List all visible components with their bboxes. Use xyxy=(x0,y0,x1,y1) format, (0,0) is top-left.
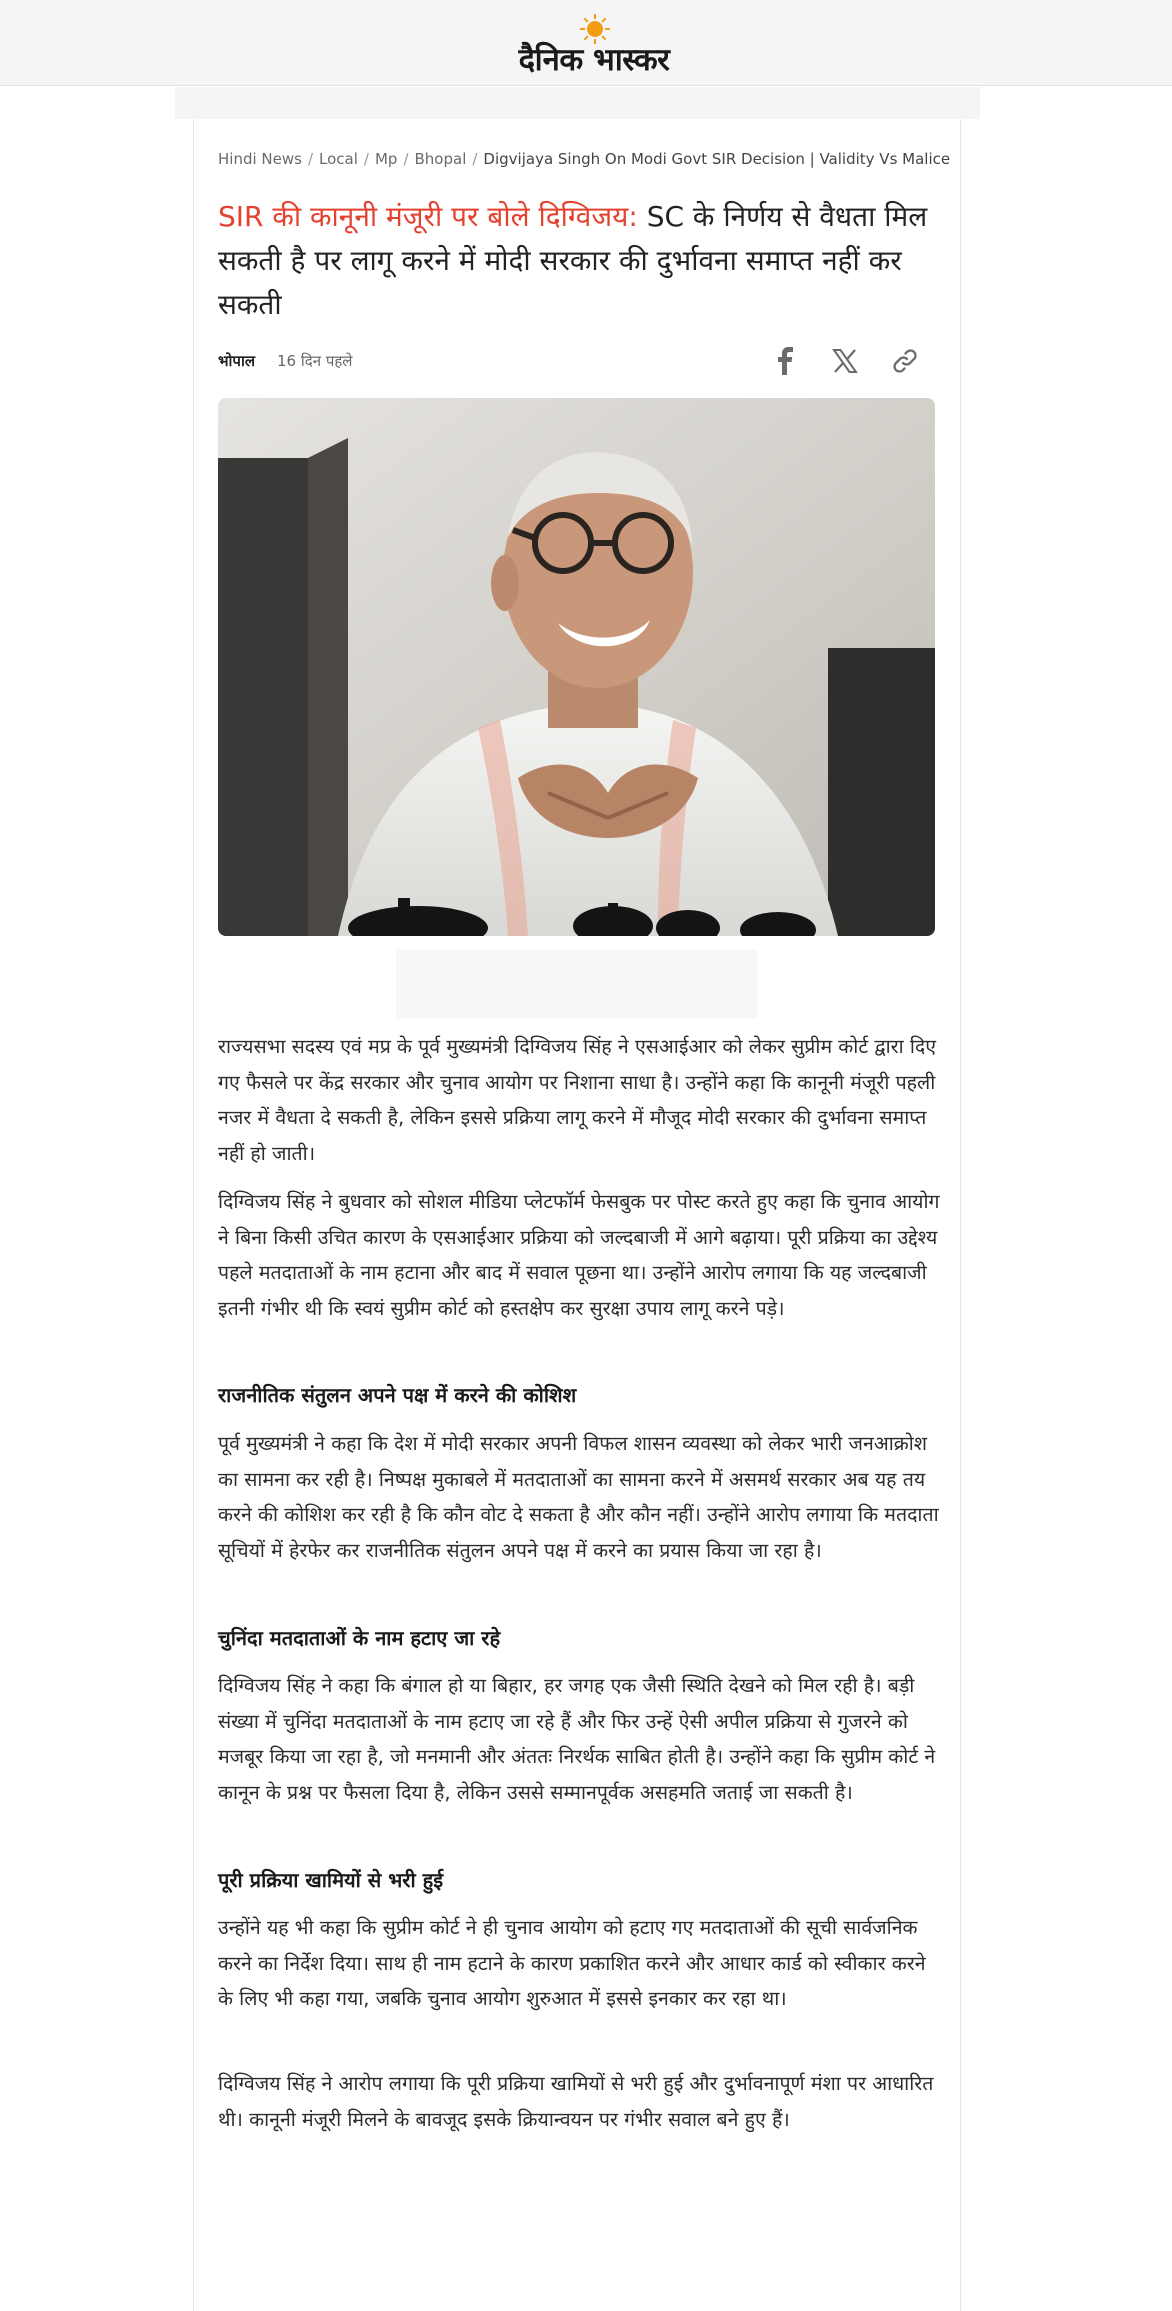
article-paragraph: दिग्विजय सिंह ने आरोप लगाया कि पूरी प्रक्रिया खामियों से भरी हुई और दुर्भावनापूर्ण मंशा पर आधारित थी। कानूनी मंजूरी मिलने के बावजूद इसके क्रियान्वयन पर गंभीर सवाल बने हुए हैं। xyxy=(218,2072,934,2131)
sun-logo-icon xyxy=(580,14,610,44)
breadcrumb xyxy=(218,148,951,170)
breadcrumb-separator: / xyxy=(307,150,314,168)
logo-wordmark: दैनिक भास्कर xyxy=(518,42,670,78)
article-paragraph: उन्होंने यह भी कहा कि सुप्रीम कोर्ट ने ही चुनाव आयोग को हटाए गए मतदाताओं की सूची सार्वजनिक करने का निर्देश दिया। साथ ही नाम हटाने के कारण प्रकाशित करने और आधार कार्ड को स्वीकार करने के लिए भी कहा गया, जबकि चुनाव आयोग शुरुआत में इससे इनकार कर रहा था। xyxy=(218,1916,926,2011)
breadcrumb-link-local[interactable]: Local xyxy=(319,150,358,168)
breadcrumb-link-hindi-news[interactable]: Hindi News xyxy=(218,150,302,168)
article-paragraph: राज्यसभा सदस्य एवं मप्र के पूर्व मुख्यमंत्री दिग्विजय सिंह ने एसआईआर को लेकर सुप्रीम कोर्ट द्वारा दिए गए फैसले पर केंद्र सरकार और चुनाव आयोग पर निशाना साधा है। उन्होंने कहा कि कानूनी मंजूरी पहली नजर में वैधता दे सकती है, लेकिन इससे प्रक्रिया लागू करने में मौजूद मोदी सरकार की दुर्भावना समाप्त नहीं हो जाती। xyxy=(218,1035,937,1165)
article-meta xyxy=(218,350,352,372)
ad-placeholder-inline xyxy=(396,950,757,1018)
article-paragraph: दिग्विजय सिंह ने बुधवार को सोशल मीडिया प्लेटफॉर्म फेसबुक पर पोस्ट करते हुए कहा कि चुनाव आयोग ने बिना किसी उचित कारण के एसआईआर प्रक्रिया को जल्दबाजी में आगे बढ़ाया। पूरी प्रक्रिया का उद्देश्य पहले मतदाताओं के नाम हटाना और बाद में सवाल पूछना था। उन्होंने आरोप लगाया कि यह जल्दबाजी इतनी गंभीर थी कि स्वयं सुप्रीम कोर्ट को हस्तक्षेप कर सुरक्षा उपाय लागू करने पड़े। xyxy=(218,1190,940,1320)
site-logo[interactable] xyxy=(506,14,682,78)
photo-illustration xyxy=(218,398,935,936)
article-headline xyxy=(218,195,948,327)
article-paragraph: पूर्व मुख्यमंत्री ने कहा कि देश में मोदी सरकार अपनी विफल शासन व्यवस्था को लेकर भारी जनआक्रोश का सामना कर रही है। निष्पक्ष मुकाबले में मतदाताओं का सामना करने में असमर्थ सरकार अब यह तय करने की कोशिश कर रही है कि कौन वोट दे सकता है और कौन नहीं। उन्होंने आरोप लगाया कि मतदाता सूचियों में हेरफेर कर राजनीतिक संतुलन अपने पक्ष में करने का प्रयास किया जा रहा है। xyxy=(218,1432,939,1562)
facebook-icon xyxy=(777,347,795,375)
breadcrumb-separator: / xyxy=(472,150,478,168)
section-heading: पूरी प्रक्रिया खामियों से भरी हुई xyxy=(218,1868,444,1892)
ad-placeholder-top xyxy=(175,87,980,119)
section-heading: चुनिंदा मतदाताओं के नाम हटाए जा रहे xyxy=(218,1626,501,1650)
share-facebook-button[interactable] xyxy=(769,344,803,378)
x-icon xyxy=(832,349,858,373)
breadcrumb-link-mp[interactable]: Mp xyxy=(374,150,398,168)
dateline-city: भोपाल xyxy=(218,352,256,370)
hero-photo xyxy=(218,398,935,936)
share-x-button[interactable] xyxy=(828,344,862,378)
section-heading: राजनीतिक संतुलन अपने पक्ष में करने की कोशिश xyxy=(218,1383,577,1407)
breadcrumb-current: Digvijaya Singh On Modi Govt SIR Decision | Validity Vs Malice xyxy=(483,150,951,168)
breadcrumb-separator: / xyxy=(363,150,369,168)
headline-highlight: SIR की कानूनी मंजूरी पर बोले दिग्विजय: xyxy=(218,200,638,233)
link-icon xyxy=(891,347,919,375)
breadcrumb-link-bhopal[interactable]: Bhopal xyxy=(414,150,467,168)
copy-link-button[interactable] xyxy=(888,344,922,378)
article-paragraph: दिग्विजय सिंह ने कहा कि बंगाल हो या बिहार, हर जगह एक जैसी स्थिति देखने को मिल रही है। बड़ी संख्या में चुनिंदा मतदाताओं के नाम हटाए जा रहे हैं और फिर उन्हें ऐसी अपील प्रक्रिया से गुजरने को मजबूर किया जा रहा है, जो मनमानी और अंततः निरर्थक साबित होती है। उन्होंने कहा कि सुप्रीम कोर्ट ने कानून के प्रश्न पर फैसला दिया है, लेकिन उससे सम्मानपूर्वक असहमति जताई जा सकती है। xyxy=(218,1674,936,1804)
headline-rest: SC के निर्णय से वैधता मिल सकती है पर लागू करने में मोदी सरकार की दुर्भावना समाप्त नहीं कर सकती xyxy=(218,200,928,321)
site-header xyxy=(0,0,1172,86)
published-time: 16 दिन पहले xyxy=(277,352,353,370)
breadcrumb-separator: / xyxy=(403,150,409,168)
